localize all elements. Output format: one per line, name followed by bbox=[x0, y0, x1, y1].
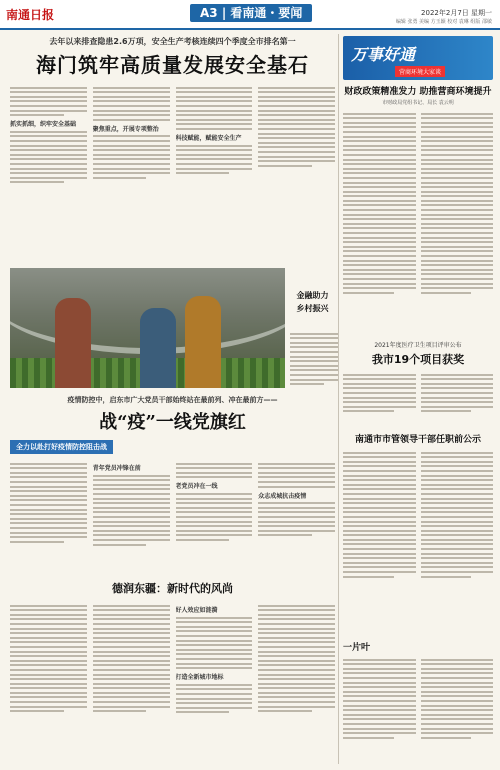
essay-headline[interactable]: 一片叶 bbox=[343, 643, 371, 653]
feature-article[interactable] bbox=[10, 580, 335, 765]
column-headline[interactable]: 财政政策精准发力 助推营商环境提升 bbox=[344, 87, 492, 97]
second-bar: 全力以赴打好疫情防控阻击战 bbox=[10, 440, 113, 454]
lead-subhead: 聚焦重点，开展专项整治 bbox=[92, 125, 159, 133]
editor-credits: 编辑 张勇 美编 方玉颖 校对 袁琳 组版 邵敏 bbox=[395, 19, 492, 25]
lead-kicker: 去年以来排查隐患2.6万项，安全生产考核连续四个季度全市排名第一 bbox=[49, 37, 296, 46]
essay-article[interactable] bbox=[343, 640, 493, 765]
second-subhead: 老党员冲在一线 bbox=[175, 483, 218, 491]
column-article[interactable] bbox=[343, 36, 493, 336]
newspaper-logo: 南通日报 bbox=[6, 8, 55, 22]
column-byline: 市财政局党组书记、局长 袁云明 bbox=[382, 100, 454, 106]
notice-article[interactable] bbox=[343, 432, 493, 632]
photo-text bbox=[290, 330, 338, 388]
brief-headline[interactable]: 我市19个项目获奖 bbox=[371, 353, 465, 366]
lead-column bbox=[176, 84, 253, 274]
brief-article[interactable] bbox=[343, 340, 493, 430]
second-kicker: 疫情防控中，启东市广大党员干部始终站在最前列、冲在最前方—— bbox=[67, 396, 278, 404]
issue-date: 2022年2月7日 星期一 bbox=[421, 9, 492, 17]
lead-headline[interactable]: 海门筑牢高质量发展安全基石 bbox=[36, 53, 309, 77]
second-subhead: 众志成城抗击疫情 bbox=[258, 492, 307, 500]
person-figure bbox=[185, 296, 221, 388]
brief-kicker: 2021年度医疗卫生项目评审公布 bbox=[374, 342, 462, 349]
second-body bbox=[10, 460, 335, 580]
notice-headline[interactable]: 南通市市管领导干部任职前公示 bbox=[354, 435, 481, 445]
lead-article[interactable] bbox=[10, 36, 335, 281]
lead-subhead: 抓实抓细，织牢安全基础 bbox=[10, 121, 77, 129]
column-divider bbox=[338, 34, 339, 764]
photo-caption-line2: 乡村振兴 bbox=[296, 304, 329, 313]
lead-body bbox=[10, 84, 335, 274]
feature-subhead: 好人效应如涟漪 bbox=[175, 607, 218, 614]
feature-subhead: 打造全新城市地标 bbox=[175, 674, 224, 682]
lead-subhead: 科技赋能，赋能安全生产 bbox=[175, 134, 242, 142]
banner-title: 万事好通 bbox=[351, 45, 416, 64]
photo-caption bbox=[290, 290, 335, 314]
photo-caption-line1: 金融助力 bbox=[296, 291, 329, 300]
column-banner bbox=[343, 36, 493, 80]
feature-body bbox=[10, 602, 335, 762]
second-headline[interactable]: 战“疫”一线党旗红 bbox=[99, 412, 246, 433]
masthead bbox=[0, 0, 500, 30]
lead-column bbox=[93, 84, 170, 274]
banner-subtitle: 营商环境大家谈 bbox=[395, 66, 445, 77]
lead-column bbox=[258, 84, 335, 274]
feature-headline[interactable]: 德润东疆：新时代的风尚 bbox=[112, 582, 233, 595]
lead-column bbox=[10, 84, 87, 274]
section-tab[interactable]: A3 | 看南通・要闻 bbox=[190, 4, 312, 22]
second-article[interactable] bbox=[10, 395, 335, 570]
person-figure bbox=[140, 308, 176, 388]
person-figure bbox=[55, 298, 91, 388]
second-subhead: 青年党员冲锋在前 bbox=[92, 465, 141, 472]
news-photo[interactable] bbox=[10, 268, 285, 388]
